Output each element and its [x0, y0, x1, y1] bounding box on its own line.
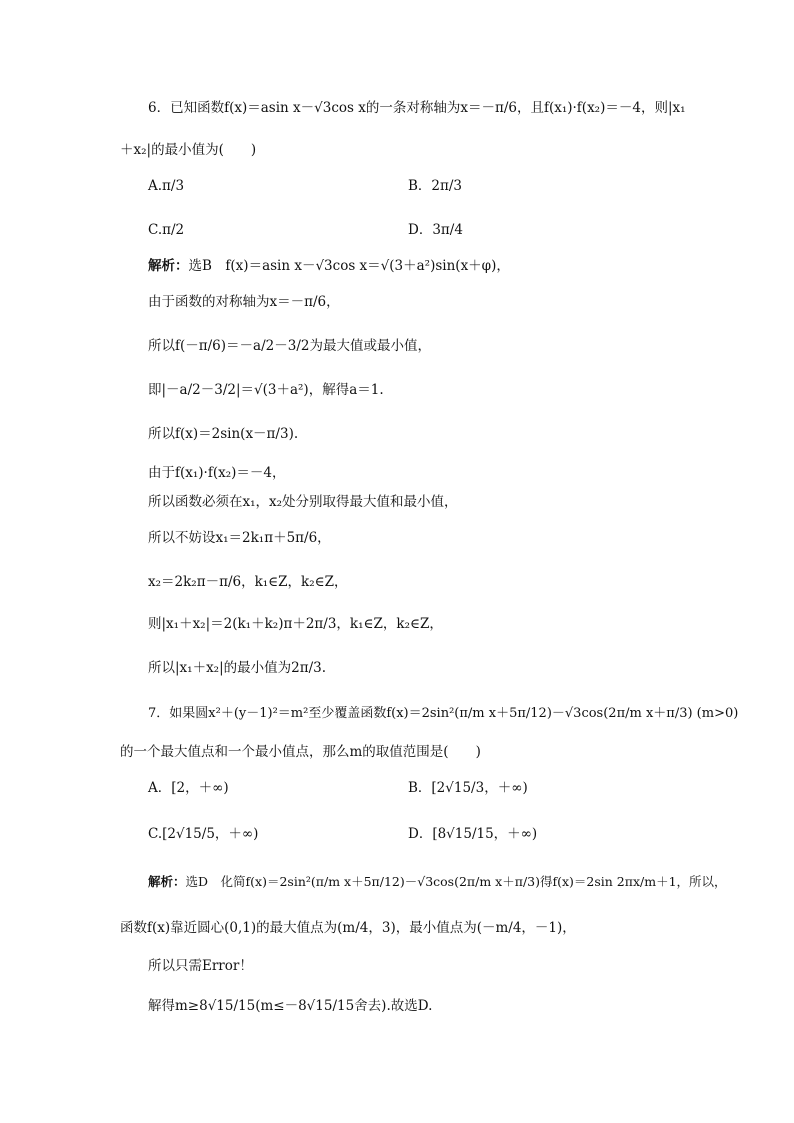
problem7-option-b: B．[2√15/3，＋∞): [408, 780, 528, 796]
problem7-analysis-text1: 选D 化简f(x)＝2sin²(π/m x＋5π/12)－√3cos(2π/m x＋π/3)得f(x)＝2sin 2πx/m＋1，所以，: [185, 874, 727, 889]
problem7-analysis-line4: 解得m≥8√15/15(m≤－8√15/15舍去).故选D.: [148, 998, 433, 1014]
problem7-stem-line2: 的一个最大值点和一个最小值点，那么m的取值范围是( ): [120, 744, 481, 760]
problem6-analysis-line4: 即|－a/2－3/2|＝√(3＋a²)，解得a＝1.: [148, 382, 384, 398]
problem6-analysis-line6: 由于f(x₁)·f(x₂)＝－4，: [148, 465, 286, 481]
problem7-option-a: A．[2，＋∞): [148, 780, 229, 796]
problem7-stem-line1: 7．如果圆x²＋(y－1)²＝m²至少覆盖函数f(x)＝2sin²(π/m x＋5π/12)－√3cos(2π/m x＋π/3) (m>0): [148, 706, 739, 721]
problem6-analysis-text1: 选B f(x)＝asin x－√3cos x＝√(3＋a²)sin(x＋φ)，: [188, 258, 510, 274]
problem6-analysis-line7: 所以函数必须在x₁，x₂处分别取得最大值和最小值，: [148, 494, 458, 510]
problem6-analysis-line11: 所以|x₁＋x₂|的最小值为2π/3.: [148, 660, 327, 676]
problem7-analysis-line1: [148, 872, 727, 892]
problem6-option-a: A.π/3: [148, 178, 185, 194]
problem6-analysis-line9: x₂＝2k₂π－π/6，k₁∈Z，k₂∈Z，: [148, 574, 348, 590]
problem6-analysis-label: 解析：: [148, 258, 189, 274]
problem6-stem-line1: 6．已知函数f(x)＝asin x－√3cos x的一条对称轴为x＝－π/6，且f(x₁)·f(x₂)＝－4，则|x₁: [148, 100, 686, 116]
problem6-stem-line2: ＋x₂|的最小值为( ): [120, 142, 257, 158]
problem6-analysis-line10: 则|x₁＋x₂|＝2(k₁＋k₂)π＋2π/3，k₁∈Z，k₂∈Z，: [148, 616, 443, 632]
problem7-analysis-line3: 所以只需Error！: [148, 958, 253, 974]
problem6-analysis-line8: 所以不妨设x₁＝2k₁π＋5π/6，: [148, 530, 331, 546]
problem7-analysis-line2: 函数f(x)靠近圆心(0,1)的最大值点为(m/4，3)，最小值点为(－m/4，－1)，: [120, 920, 576, 936]
problem6-option-c: C.π/2: [148, 222, 185, 238]
problem6-option-b: B．2π/3: [408, 178, 463, 194]
problem6-analysis-line5: 所以f(x)＝2sin(x－π/3).: [148, 426, 299, 442]
problem7-option-c: C.[2√15/5，＋∞): [148, 826, 259, 842]
problem6-analysis-line3: 所以f(－π/6)＝－a/2－3/2为最大值或最小值，: [148, 338, 431, 354]
problem6-analysis-line2: 由于函数的对称轴为x＝－π/6，: [148, 294, 340, 310]
problem6-option-d: D．3π/4: [408, 222, 463, 238]
problem7-analysis-label: 解析：: [148, 874, 186, 889]
problem6-analysis-line1: [148, 256, 510, 276]
problem7-option-d: D．[8√15/15，＋∞): [408, 826, 538, 842]
